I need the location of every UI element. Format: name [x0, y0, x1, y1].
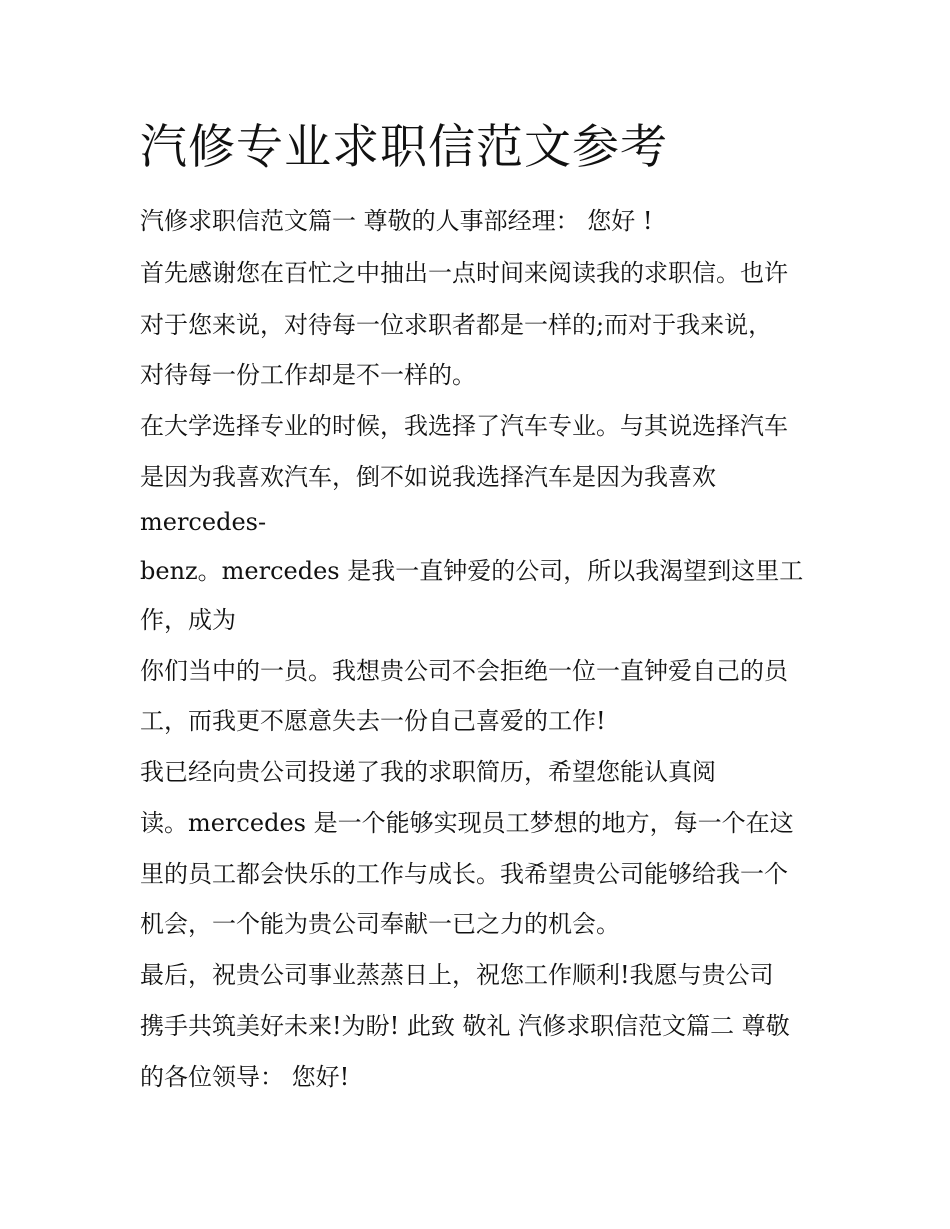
body-line-3: 对于您来说，对待每一位求职者都是一样的;而对于我来说， [140, 311, 773, 339]
body-line-15: 机会，一个能为贵公司奉献一已之力的机会。 [140, 910, 620, 938]
body-line-7: mercedes- [140, 508, 267, 536]
body-line-11: 工，而我更不愿意失去一份自己喜爱的工作! [140, 707, 606, 735]
body-line-2: 首先感谢您在百忙之中抽出一点时间来阅读我的求职信。也许 [140, 259, 788, 287]
body-line-9: 作，成为 [140, 606, 236, 634]
body-line-12: 我已经向贵公司投递了我的求职简历，希望您能认真阅 [140, 758, 716, 786]
body-line-1: 汽修求职信范文篇一 尊敬的人事部经理： 您好 ! [140, 207, 653, 235]
body-line-16: 最后，祝贵公司事业蒸蒸日上，祝您工作顺利!我愿与贵公司 [140, 961, 774, 989]
body-line-17: 携手共筑美好未来!为盼! 此致 敬礼 汽修求职信范文篇二 尊敬 [140, 1012, 790, 1040]
body-line-5: 在大学选择专业的时候，我选择了汽车专业。与其说选择汽车 [140, 412, 788, 440]
body-line-18: 的各位领导： 您好! [140, 1063, 350, 1091]
body-line-8: benz。mercedes 是我一直钟爱的公司，所以我渴望到这里工 [140, 557, 804, 585]
body-line-6: 是因为我喜欢汽车，倒不如说我选择汽车是因为我喜欢 [140, 463, 716, 491]
body-line-10: 你们当中的一员。我想贵公司不会拒绝一位一直钟爱自己的员 [140, 657, 788, 685]
document-title: 汽修专业求职信范文参考 [140, 120, 668, 175]
body-line-4: 对待每一份工作却是不一样的。 [140, 361, 476, 389]
body-line-13: 读。mercedes 是一个能够实现员工梦想的地方，每一个在这 [140, 809, 794, 837]
body-line-14: 里的员工都会快乐的工作与成长。我希望贵公司能够给我一个 [140, 860, 788, 888]
